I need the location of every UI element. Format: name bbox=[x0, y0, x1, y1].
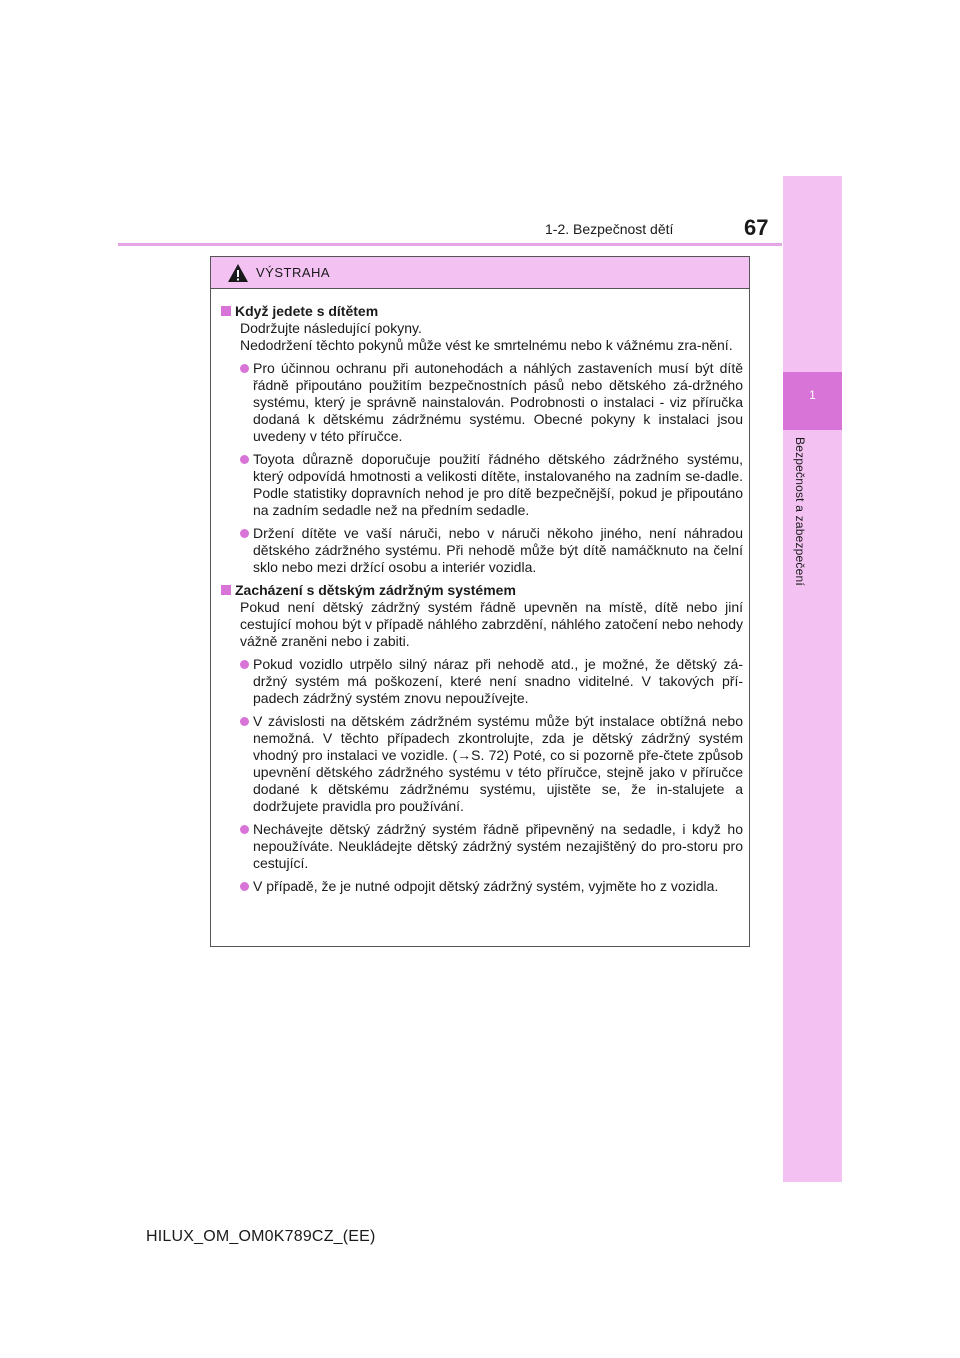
list-item bbox=[240, 878, 743, 895]
header-rule bbox=[118, 243, 782, 246]
section-heading-text: Když jedete s dítětem bbox=[235, 303, 379, 319]
list-item-text: Držení dítěte ve vaší náruči, nebo v náruči někoho jiného, není náhradou dětského zádržného systému. Při nehodě může být dítě namáčknuto na čelní sklo nebo mezi držící osobu a interiér vozidla. bbox=[253, 525, 743, 575]
list-item bbox=[240, 821, 743, 872]
chapter-number: 1 bbox=[809, 388, 816, 402]
chapter-label: Bezpečnost a zabezpečení bbox=[793, 437, 807, 586]
warning-title: VÝSTRAHA bbox=[256, 265, 331, 280]
warning-triangle-icon bbox=[227, 263, 249, 283]
list-item-text: Toyota důrazně doporučuje použití řádného dětského zádržného systému, který odpovídá hmotnosti a velikosti dítěte, instalovaného na zadním se-dadle. Podle statistiky dopravních nehod je pro dítě bezpečnější, pokud je připoutáno na zadním sedadle než na předním sedadle. bbox=[253, 451, 743, 518]
section-heading bbox=[221, 303, 743, 320]
list-item bbox=[240, 525, 743, 576]
list-item-text: Pokud vozidlo utrpělo silný náraz při nehodě atd., je možné, že dětský zá-držný systém má poškození, které není snadno viditelné. V takových pří-padech zádržný systém znovu nepoužívejte. bbox=[253, 656, 743, 706]
list-item-text: V závislosti na dětském zádržném systému může být instalace obtížná nebo nemožná. V těchto případech zkontrolujte, zda je dětský zádržný systém vhodný pro instalaci ve vozidle. (→S. 72) Poté, co si pozorně pře-čtete způsob upevnění dětského zádržného systému v této příručce, stejně jako v příručce dodané k dětskému zádržnému systému, ujistěte se, že in-stalujete a dodržujete pravidla pro používání. bbox=[253, 713, 743, 814]
section-spacer bbox=[221, 576, 743, 580]
section-intro: Dodržujte následující pokyny. Nedodržení těchto pokynů může vést ke smrtelnému nebo k vážnému zra-nění. bbox=[240, 320, 733, 353]
document-code: HILUX_OM_OM0K789CZ_(EE) bbox=[146, 1228, 376, 1245]
list-item-text: Pro účinnou ochranu při autonehodách a náhlých zastaveních musí být dítě řádně připoutáno použitím bezpečnostních pásů nebo dětského zá-držného systému, který je správně nainstalován. Podrobnosti o instalaci - viz příručka dodaná k dětskému zádržnému systému. Obecné pokyny k instalaci jsou uvedeny v této příručce. bbox=[253, 360, 743, 444]
list-item bbox=[240, 360, 743, 445]
list-item-text: V případě, že je nutné odpojit dětský zádržný systém, vyjměte ho z vozidla. bbox=[253, 878, 719, 894]
square-bullet-icon bbox=[221, 585, 231, 595]
list-item bbox=[240, 713, 743, 815]
warning-box bbox=[210, 256, 750, 947]
page-number: 67 bbox=[744, 215, 769, 240]
list-item-text: Nechávejte dětský zádržný systém řádně připevněný na sedadle, i když ho nepoužíváte. Neukládejte dětský zádržný systém nezajištěný do pro-storu pro cestující. bbox=[253, 821, 743, 871]
section-intro: Pokud není dětský zádržný systém řádně upevněn na místě, dítě nebo jiní cestující mohou být v případě náhlého zabrzdění, náhlého zatočení nebo nehody vážně zraněni nebo i zabiti. bbox=[240, 599, 743, 649]
round-bullet-icon bbox=[240, 455, 249, 464]
section-heading bbox=[221, 582, 743, 599]
round-bullet-icon bbox=[240, 660, 249, 669]
round-bullet-icon bbox=[240, 717, 249, 726]
section-heading-text: Zacházení s dětským zádržným systémem bbox=[235, 582, 516, 598]
round-bullet-icon bbox=[240, 882, 249, 891]
chapter-side-tab bbox=[783, 176, 842, 1182]
round-bullet-icon bbox=[240, 364, 249, 373]
list-item bbox=[240, 451, 743, 519]
section-spacer bbox=[221, 895, 743, 899]
warning-header bbox=[211, 257, 749, 289]
round-bullet-icon bbox=[240, 529, 249, 538]
round-bullet-icon bbox=[240, 825, 249, 834]
section-title: 1-2. Bezpečnost dětí bbox=[545, 221, 674, 237]
warning-body bbox=[211, 289, 749, 899]
list-item bbox=[240, 656, 743, 707]
square-bullet-icon bbox=[221, 306, 231, 316]
